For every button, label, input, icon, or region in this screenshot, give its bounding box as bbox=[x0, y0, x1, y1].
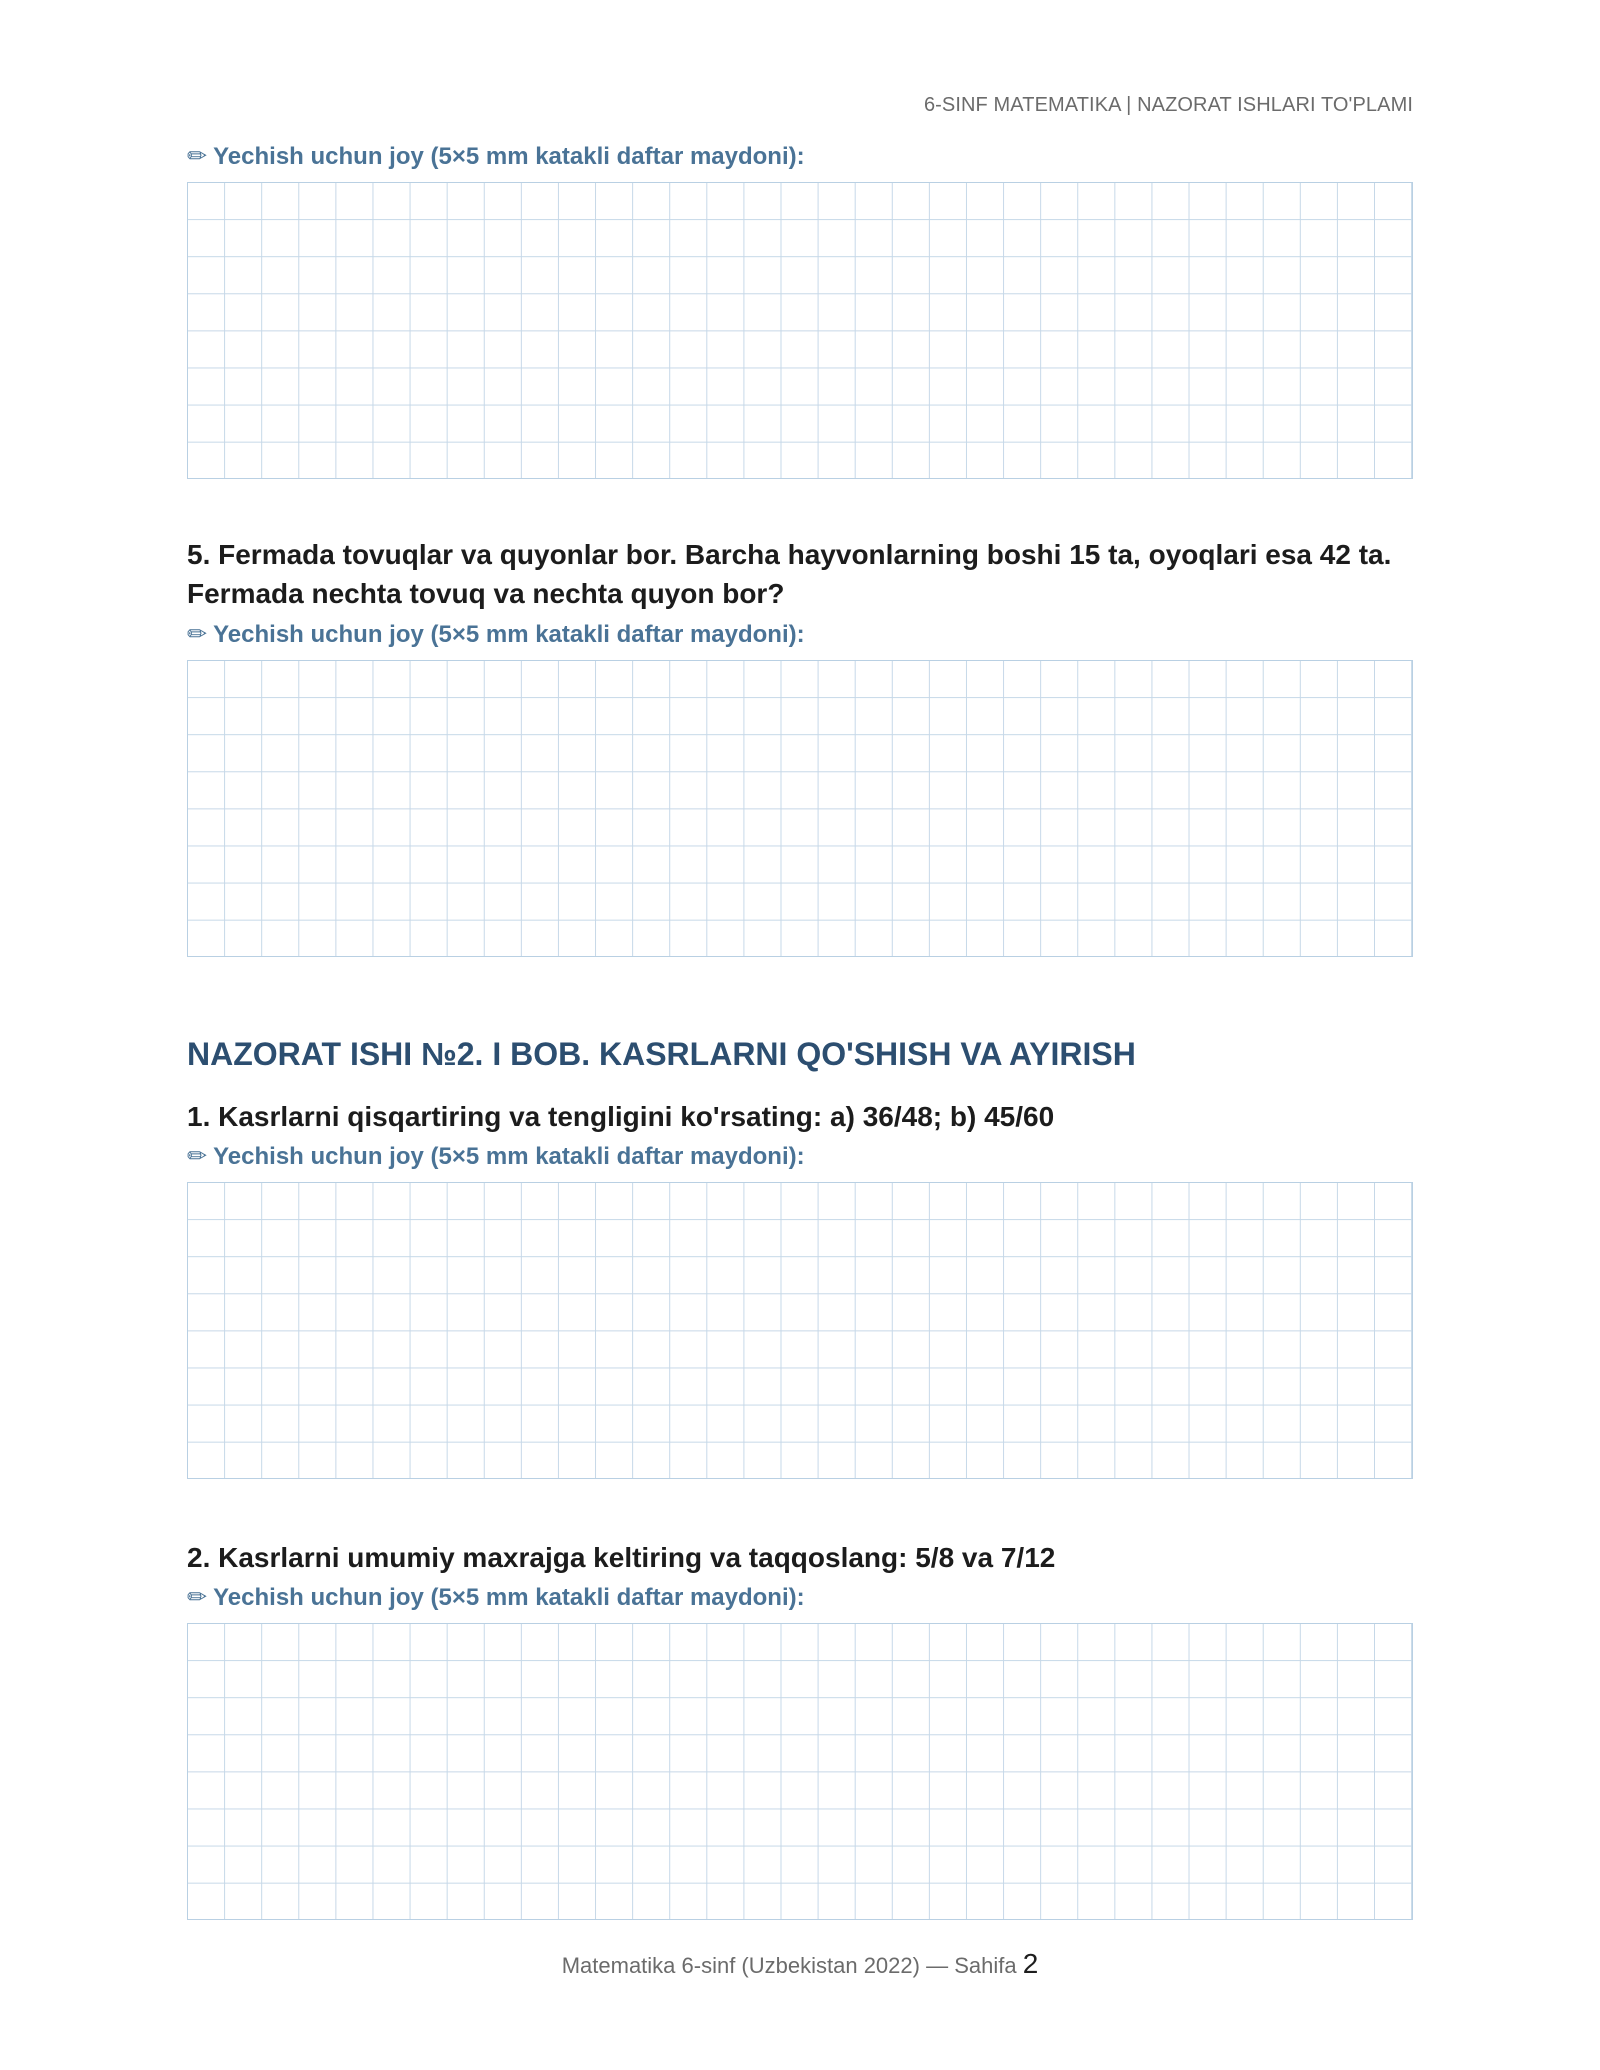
section-heading: NAZORAT ISHI №2. I BOB. KASRLARNI QO'SHISH VA AYIRISH bbox=[187, 1036, 1136, 1072]
grid-work-area[interactable] bbox=[187, 1623, 1413, 1920]
work-area-label: Yechish uchun joy (5×5 mm katakli daftar maydoni): bbox=[213, 621, 805, 648]
grid-work-area[interactable] bbox=[187, 1182, 1413, 1479]
work-area-prompt bbox=[187, 142, 805, 171]
page-footer bbox=[0, 1948, 1600, 1980]
work-area-label: Yechish uchun joy (5×5 mm katakli daftar maydoni): bbox=[213, 1143, 805, 1170]
work-area-label: Yechish uchun joy (5×5 mm katakli daftar maydoni): bbox=[213, 143, 805, 170]
work-area-label: Yechish uchun joy (5×5 mm katakli daftar maydoni): bbox=[213, 1584, 805, 1611]
page-number: 2 bbox=[1022, 1948, 1039, 1979]
grid-work-area[interactable] bbox=[187, 182, 1413, 479]
pencil-icon: ✏ bbox=[187, 143, 208, 170]
running-header: 6-SINF MATEMATIKA | NAZORAT ISHLARI TO'PLAMI bbox=[923, 94, 1413, 116]
pencil-icon: ✏ bbox=[187, 1143, 208, 1170]
question-5: 5. Fermada tovuqlar va quyonlar bor. Barcha hayvonlarning boshi 15 ta, oyoqlari esa 42 ta. Fermada nechta tovuq va nechta quyon bor? bbox=[187, 539, 1392, 609]
pencil-icon: ✏ bbox=[187, 621, 208, 648]
question-2: 2. Kasrlarni umumiy maxrajga keltiring va taqqoslang: 5/8 va 7/12 bbox=[187, 1542, 1056, 1573]
pencil-icon: ✏ bbox=[187, 1584, 208, 1611]
work-area-prompt bbox=[187, 1142, 805, 1171]
work-area-prompt bbox=[187, 1583, 805, 1612]
grid-work-area[interactable] bbox=[187, 660, 1413, 957]
question-1: 1. Kasrlarni qisqartiring va tengligini ko'rsating: a) 36/48; b) 45/60 bbox=[187, 1101, 1055, 1132]
work-area-prompt bbox=[187, 620, 805, 649]
footer-text: Matematika 6-sinf (Uzbekistan 2022) — Sahifa bbox=[561, 1953, 1017, 1978]
